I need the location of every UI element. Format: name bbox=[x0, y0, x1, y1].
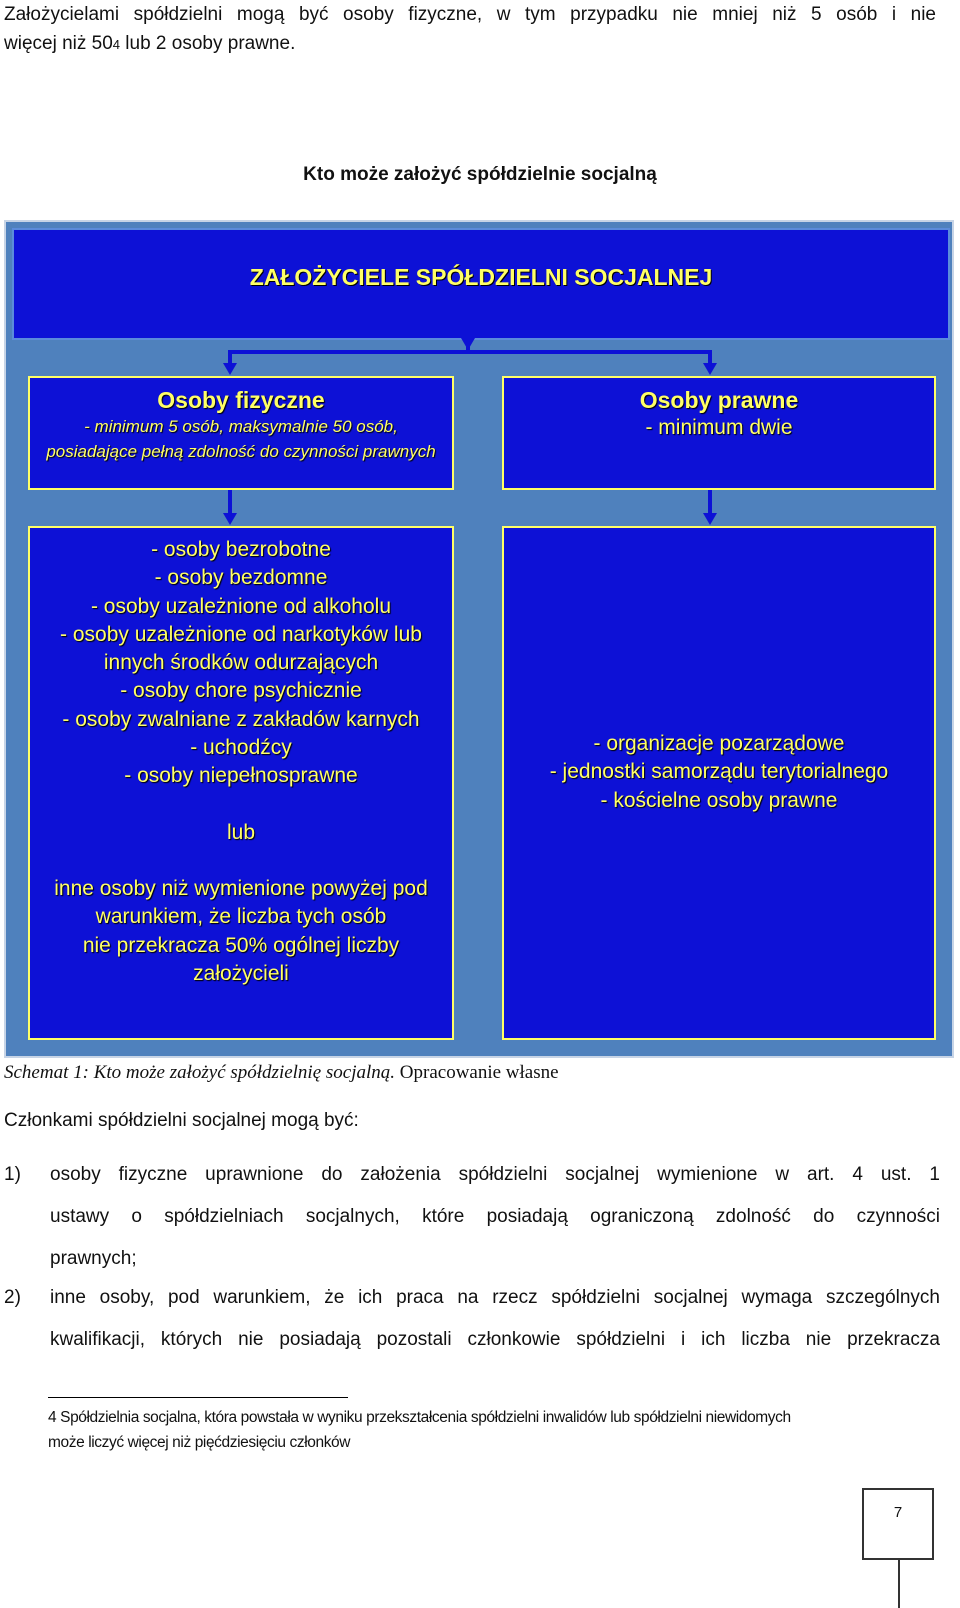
list-item-text bbox=[50, 1277, 940, 1361]
diagram-title: Kto może założyć spółdzielnie socjalną bbox=[303, 164, 657, 185]
or-label: lub bbox=[226, 820, 256, 844]
other-persons-line: warunkiem, że liczba tych osób bbox=[95, 905, 387, 929]
list-item-line: ustawy o spółdzielniach socjalnych, które posiadają ograniczoną zdolność do czynności bbox=[50, 1206, 940, 1227]
legal-persons-heading: Osoby prawne bbox=[639, 387, 799, 413]
list-number: 1) bbox=[4, 1164, 21, 1185]
page-number: 7 bbox=[862, 1488, 934, 1560]
footnote bbox=[48, 1405, 936, 1455]
intro-line-2 bbox=[4, 29, 936, 59]
list-item-text bbox=[50, 1154, 940, 1280]
list-item: - osoby zwalniane z zakładów karnych bbox=[62, 707, 420, 731]
caption-italic: Schemat 1: Kto może założyć spółdzielnię socjalną. bbox=[4, 1062, 396, 1083]
diagram-header-box bbox=[12, 228, 950, 340]
list-gap bbox=[30, 791, 452, 819]
caption-plain: Opracowanie własne bbox=[395, 1062, 559, 1083]
list-item: - organizacje pozarządowe bbox=[593, 732, 845, 755]
diagram-caption bbox=[4, 1062, 559, 1084]
legal-persons-list-box bbox=[502, 526, 936, 1040]
connector-arrow-left bbox=[223, 363, 237, 375]
members-intro: Członkami spółdzielni socjalnej mogą być: bbox=[4, 1110, 359, 1131]
natural-persons-line-1: - minimum 5 osób, maksymalnie 50 osób, bbox=[84, 417, 398, 436]
legal-persons-box bbox=[502, 376, 936, 490]
other-persons-line: inne osoby niż wymienione powyżej pod bbox=[54, 876, 428, 900]
connector-arrow-right-lower bbox=[703, 513, 717, 525]
list-item: - osoby bezrobotne bbox=[151, 538, 331, 561]
other-persons-line: założycieli bbox=[193, 961, 289, 985]
diagram-header-text: ZAŁOŻYCIELE SPÓŁDZIELNI SOCJALNEJ bbox=[249, 264, 713, 290]
list-item-line: prawnych; bbox=[50, 1248, 137, 1269]
footnote-rule bbox=[48, 1397, 348, 1398]
natural-persons-box bbox=[28, 376, 454, 490]
list-item-line: inne osoby, pod warunkiem, że ich praca na rzecz spółdzielni socjalnej wymaga szczególnych bbox=[50, 1287, 940, 1308]
connector-arrow-right bbox=[703, 363, 717, 375]
connector-right-lower bbox=[708, 490, 712, 514]
connector-left-down bbox=[228, 350, 232, 364]
natural-persons-list-box bbox=[28, 526, 454, 1040]
legal-persons-list bbox=[504, 730, 934, 815]
natural-persons-heading: Osoby fizyczne bbox=[157, 387, 325, 413]
list-item: - osoby bezdomne bbox=[154, 566, 328, 590]
intro-line-2-end: lub 2 osoby prawne. bbox=[120, 33, 296, 54]
list-item: - osoby niepełnosprawne bbox=[124, 764, 358, 788]
intro-line-2-text: więcej niż 50 bbox=[4, 33, 113, 54]
list-number: 2) bbox=[4, 1287, 21, 1308]
founders-diagram bbox=[4, 220, 954, 1058]
list-item-line: osoby fizyczne uprawnione do założenia spółdzielni socjalnej wymienione w art. 4 ust. 1 bbox=[50, 1164, 940, 1185]
natural-persons-line-2: posiadające pełną zdolność do czynności prawnych bbox=[46, 442, 436, 461]
connector-left-lower bbox=[228, 490, 232, 514]
connector-right-down bbox=[708, 350, 712, 364]
legal-persons-line-1: - minimum dwie bbox=[645, 416, 793, 439]
list-item: - osoby uzależnione od narkotyków lub bbox=[60, 622, 422, 646]
page-number-stem bbox=[898, 1560, 900, 1608]
footnote-line-2: może liczyć więcej niż pięćdziesięciu członków bbox=[48, 1434, 351, 1451]
connector-arrow-header bbox=[461, 338, 475, 350]
footnote-reference[interactable]: 4 bbox=[112, 37, 121, 52]
intro-line-1: Założycielami spółdzielni mogą być osoby fizyczne, w tym przypadku nie mniej niż 5 osób i nie bbox=[4, 4, 936, 25]
list-gap bbox=[30, 847, 452, 875]
list-item: - uchodźcy bbox=[190, 736, 292, 760]
list-item: - osoby chore psychicznie bbox=[120, 679, 362, 703]
list-item: - kościelne osoby prawne bbox=[600, 788, 838, 812]
footnote-line-1: 4 Spółdzielnia socjalna, która powstała w wyniku przekształcenia spółdzielni inwalidów lub spółdzielni niewidomych bbox=[48, 1409, 791, 1426]
connector-arrow-left-lower bbox=[223, 513, 237, 525]
list-item: - jednostki samorządu terytorialnego bbox=[549, 760, 889, 784]
list-item: - osoby uzależnione od alkoholu bbox=[90, 594, 392, 618]
list-item: innych środków odurzających bbox=[103, 651, 379, 675]
natural-persons-list bbox=[30, 536, 452, 988]
other-persons-line: nie przekracza 50% ogólnej liczby bbox=[82, 933, 400, 957]
list-item-line: kwalifikacji, których nie posiadają pozostali członkowie spółdzielni i ich liczba nie przekracza bbox=[50, 1329, 940, 1350]
intro-paragraph bbox=[4, 0, 936, 59]
connector-horizontal bbox=[228, 350, 712, 354]
